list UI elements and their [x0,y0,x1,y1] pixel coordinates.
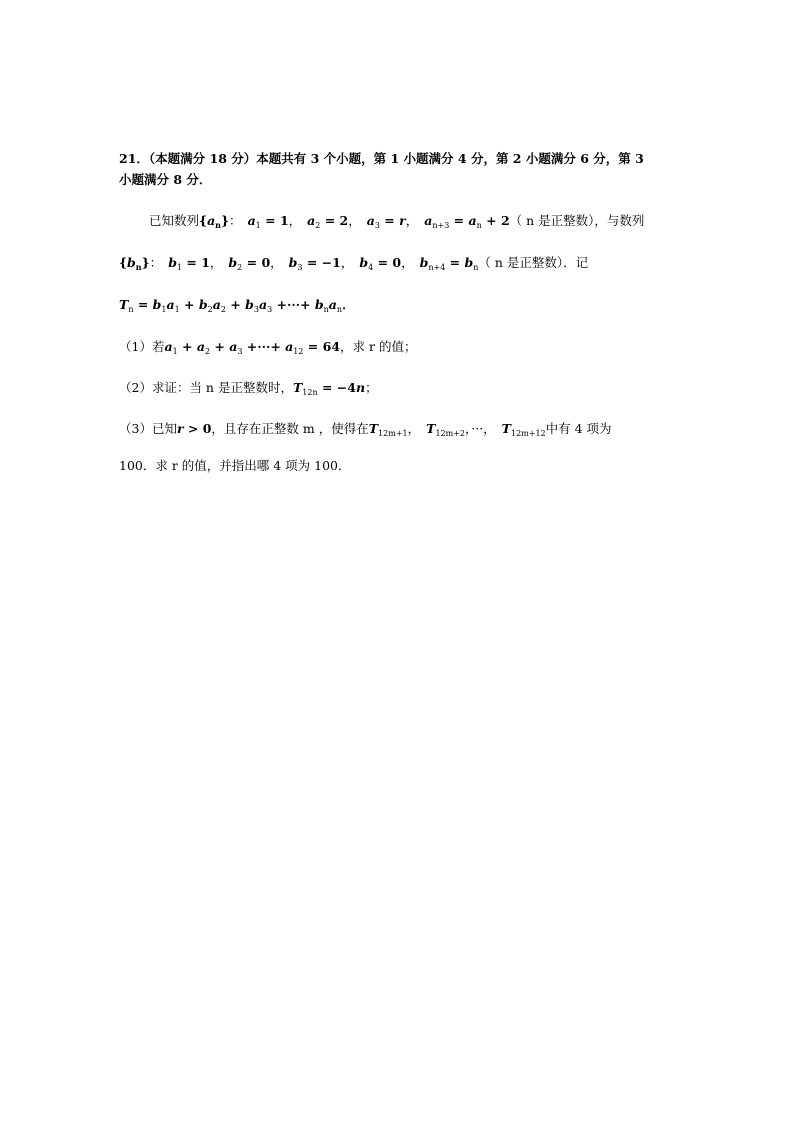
intro-suffix: （ n 是正整数），与数列 [509,213,645,228]
part3-line2: 100．求 r 的值，并指出哪 4 项为 100． [119,458,351,473]
tn-definition: $T_n = b_1a_1 + b_2a_2 + b_3a_3$ +···+ $b_na_n$． [119,297,355,314]
seq-a-formula: $\{a_n\}$ [199,213,230,230]
problem-header-line1: 21．（本题满分 18 分）本题共有 3 个小题，第 1 小题满分 4 分，第 2 小题满分 6 分，第 3 [119,151,644,166]
part2-label: （2）求证：当 n 是正整数时， [119,380,293,395]
part1-suffix: ，求 r 的值； [340,339,417,354]
part-1: （1）若$a_1 + a_2 + a_3$ +···+ $a_{12} = 64$，求 r 的值； [119,339,417,356]
part1-label: （1）若 [119,339,165,354]
part3-label: （3）已知 [119,421,177,436]
a2-formula: a [307,213,316,228]
intro-line: 已知数列$\{a_n\}$： $a_1 = 1$， $a_2 = 2$， $a_3 = r$， $a_{n+3} = a_n + 2$（ n 是正整数），与数列 [149,213,645,230]
b-suffix: （ n 是正整数）．记 [478,255,589,270]
recurrence-b-formula: b [419,255,429,270]
part3-mid: ，且存在正整数 m ，使得在 [211,421,369,436]
a3-formula: a [366,213,375,228]
part2-suffix: ； [365,380,378,395]
part-2: （2）求证：当 n 是正整数时，$T_{12n} = -4n$； [119,380,378,397]
intro-prefix: 已知数列 [149,213,200,228]
part3-suffix: 中有 4 项为 [545,421,612,436]
recurrence-a-formula: a [424,213,433,228]
a1-formula: a [247,213,256,228]
problem-header-line2: 小题满分 8 分． [119,172,212,187]
part-3: （3）已知r > 0，且存在正整数 m ，使得在$T_{12m+1}$， $T_{12m+2}$，···， $T_{12m+12}$中有 4 项为 [119,421,612,438]
sequence-b-line: $\{b_n\}$： $b_1 = 1$， $b_2 = 0$， $b_3 = -1$， $b_4 = 0$， $b_{n+4} = b_n$（ n 是正整数）．记 [119,255,589,272]
seq-b-formula: $\{b_n\}$ [119,255,150,272]
